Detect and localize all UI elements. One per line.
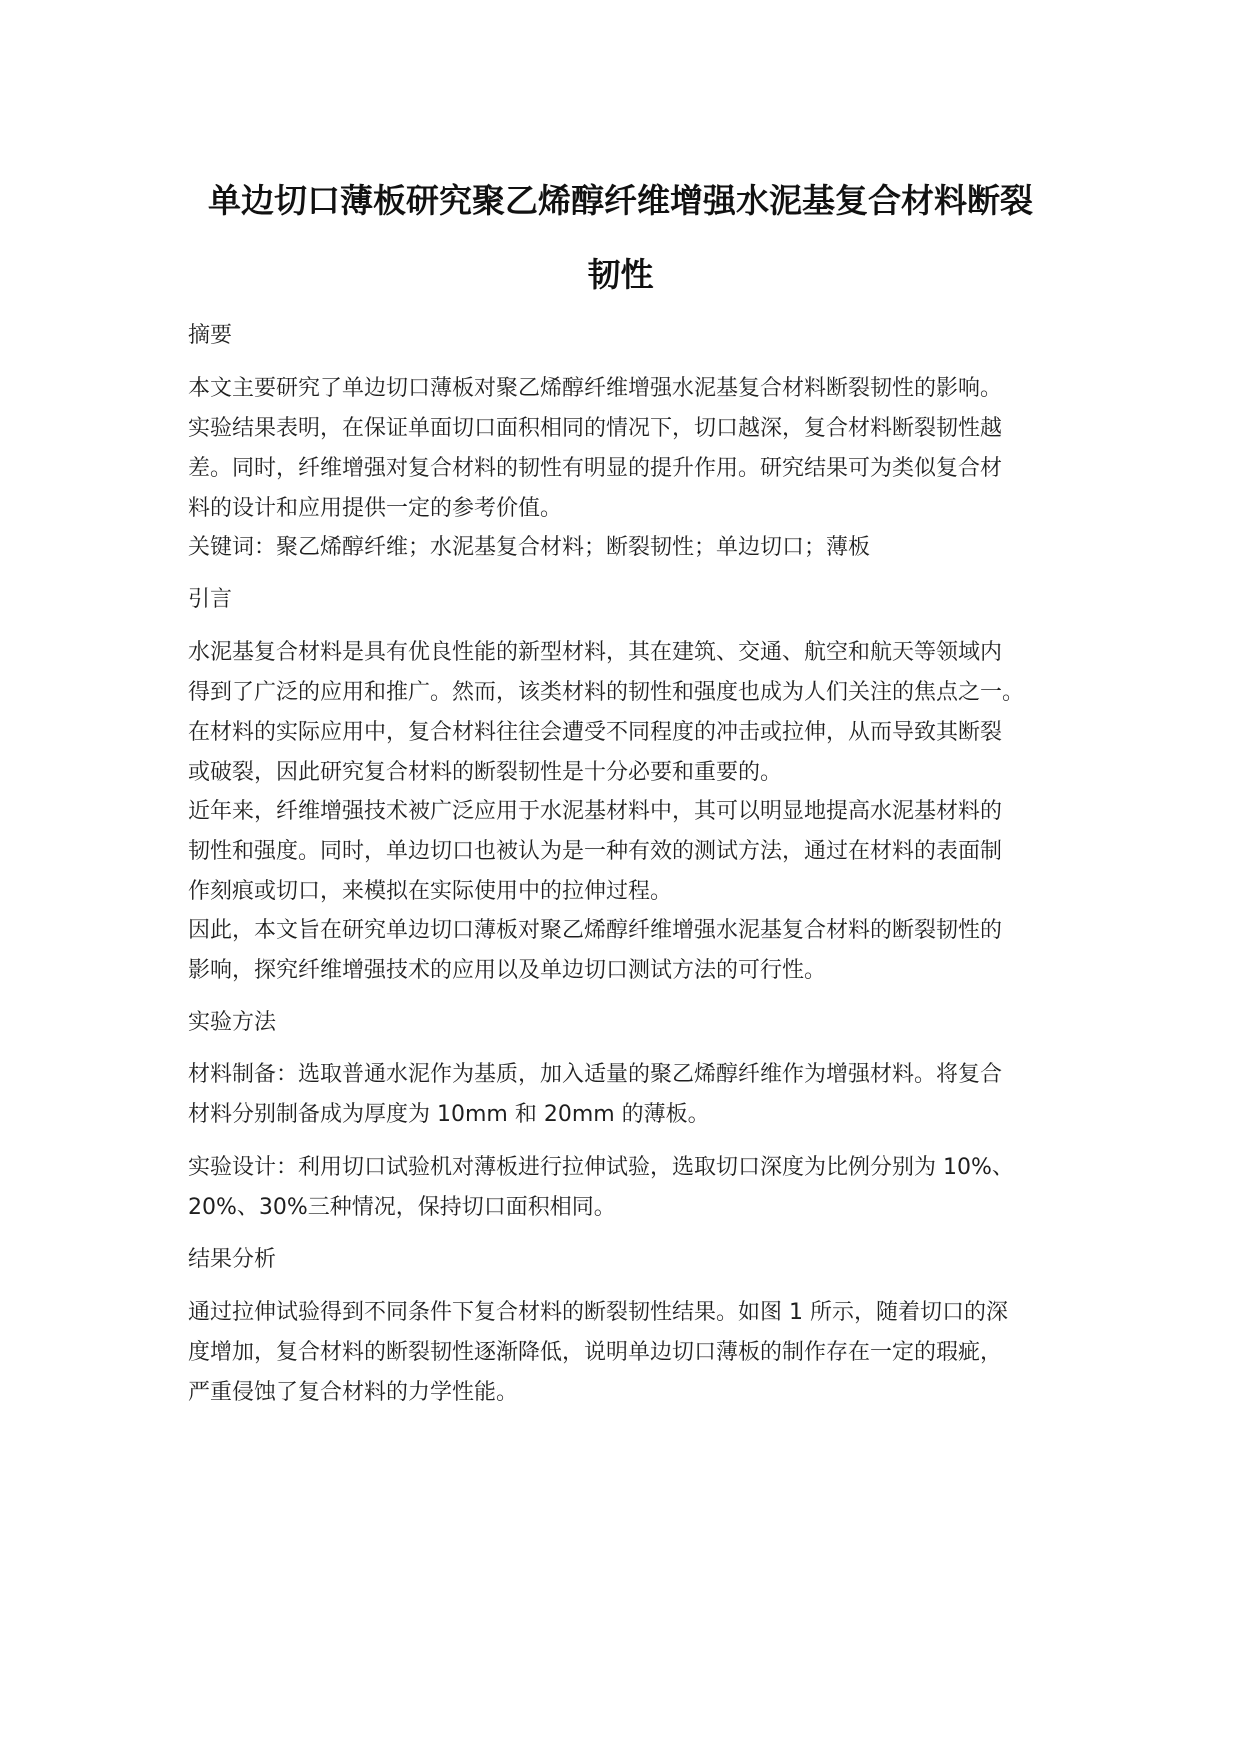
methods-heading: 实验方法 <box>188 1010 277 1035</box>
keywords-line: 关键词：聚乙烯醇纤维；水泥基复合材料；断裂韧性；单边切口；薄板 <box>188 535 871 560</box>
abstract-line: 差。同时，纤维增强对复合材料的韧性有明显的提升作用。研究结果可为类似复合材 <box>188 456 1003 481</box>
methods-paragraph-2 <box>188 1148 1068 1228</box>
intro-line: 作刻痕或切口，来模拟在实际使用中的拉伸过程。 <box>188 879 673 904</box>
intro-line: 近年来，纤维增强技术被广泛应用于水泥基材料中，其可以明显地提高水泥基材料的 <box>188 799 1003 824</box>
intro-paragraph-3 <box>188 911 1068 991</box>
abstract-paragraph <box>188 369 1068 529</box>
intro-line: 因此，本文旨在研究单边切口薄板对聚乙烯醇纤维增强水泥基复合材料的断裂韧性的 <box>188 918 1003 943</box>
results-line: 度增加，复合材料的断裂韧性逐渐降低，说明单边切口薄板的制作存在一定的瑕疵， <box>188 1340 1003 1365</box>
methods-line: 材料制备：选取普通水泥作为基质，加入适量的聚乙烯醇纤维作为增强材料。将复合 <box>188 1062 1003 1087</box>
abstract-heading: 摘要 <box>188 323 233 348</box>
intro-line: 影响，探究纤维增强技术的应用以及单边切口测试方法的可行性。 <box>188 958 827 983</box>
methods-line: 材料分别制备成为厚度为 10mm 和 20mm 的薄板。 <box>188 1102 710 1127</box>
document-title-line-1: 单边切口薄板研究聚乙烯醇纤维增强水泥基复合材料断裂 <box>208 181 1033 220</box>
methods-line: 实验设计：利用切口试验机对薄板进行拉伸试验，选取切口深度为比例分别为 10%、 <box>188 1155 1014 1180</box>
methods-line: 20%、30%三种情况，保持切口面积相同。 <box>188 1195 616 1220</box>
abstract-line: 本文主要研究了单边切口薄板对聚乙烯醇纤维增强水泥基复合材料断裂韧性的影响。 <box>188 376 1003 401</box>
intro-line: 韧性和强度。同时，单边切口也被认为是一种有效的测试方法，通过在材料的表面制 <box>188 839 1003 864</box>
abstract-line: 料的设计和应用提供一定的参考价值。 <box>188 496 563 521</box>
intro-line: 得到了广泛的应用和推广。然而，该类材料的韧性和强度也成为人们关注的焦点之一。 <box>188 680 1025 705</box>
intro-heading: 引言 <box>188 587 233 612</box>
document-title-line-2: 韧性 <box>587 255 654 294</box>
results-heading: 结果分析 <box>188 1247 277 1272</box>
intro-paragraph-1 <box>188 633 1068 793</box>
intro-paragraph-2 <box>188 792 1068 912</box>
intro-line: 或破裂，因此研究复合材料的断裂韧性是十分必要和重要的。 <box>188 760 783 785</box>
abstract-line: 实验结果表明，在保证单面切口面积相同的情况下，切口越深，复合材料断裂韧性越 <box>188 416 1003 441</box>
results-paragraph-1 <box>188 1293 1068 1413</box>
results-line: 严重侵蚀了复合材料的力学性能。 <box>188 1380 519 1405</box>
intro-line: 水泥基复合材料是具有优良性能的新型材料，其在建筑、交通、航空和航天等领域内 <box>188 640 1003 665</box>
results-line: 通过拉伸试验得到不同条件下复合材料的断裂韧性结果。如图 1 所示，随着切口的深 <box>188 1300 1008 1325</box>
intro-line: 在材料的实际应用中，复合材料往往会遭受不同程度的冲击或拉伸，从而导致其断裂 <box>188 720 1003 745</box>
methods-paragraph-1 <box>188 1055 1068 1135</box>
